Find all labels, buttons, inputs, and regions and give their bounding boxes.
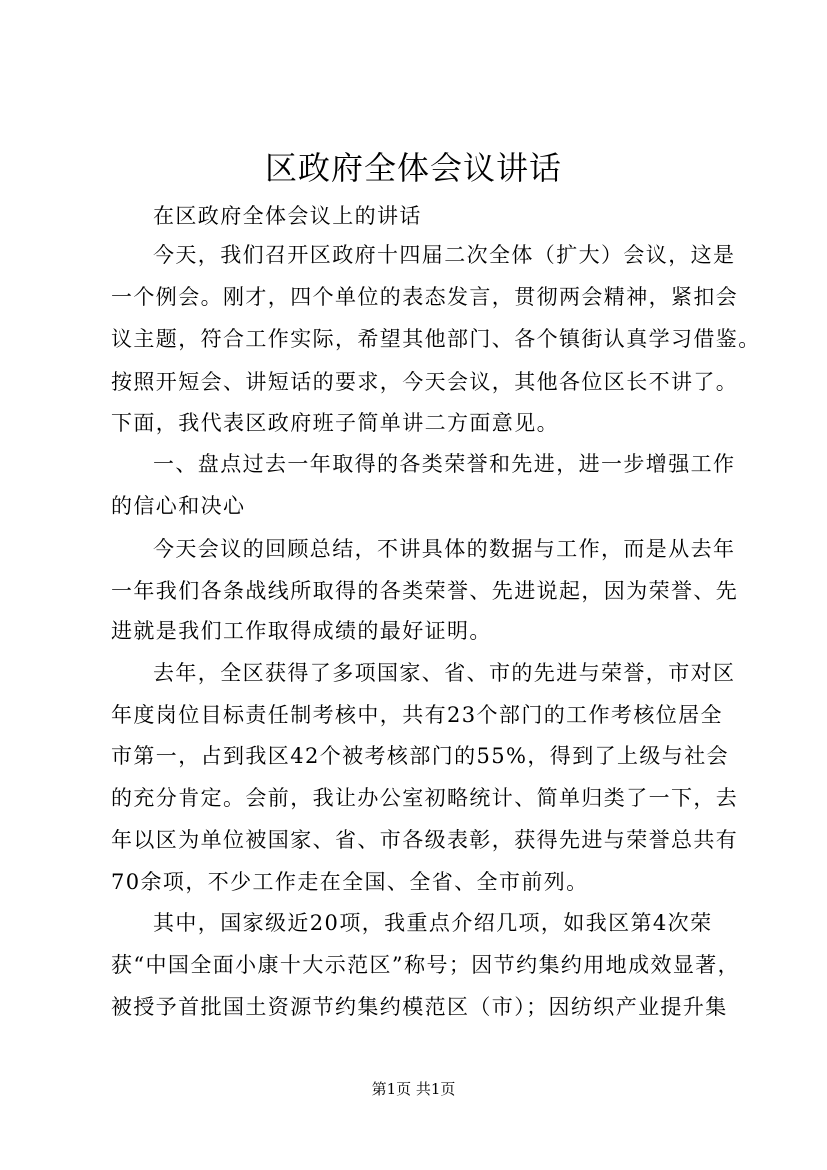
document-title: 区政府全体会议讲话 xyxy=(264,149,562,187)
paragraph-line: 议主题，符合工作实际，希望其他部门、各个镇街认真学习借鉴。 xyxy=(111,327,761,351)
paragraph-line: 按照开短会、讲短话的要求，今天会议，其他各位区长不讲了。 xyxy=(111,370,739,394)
section-heading-line: 的信心和决心 xyxy=(111,494,246,518)
paragraph-line: 今天会议的回顾总结，不讲具体的数据与工作，而是从去年 xyxy=(153,537,736,561)
paragraph-line: 其中，国家级近20项，我重点介绍几项，如我区第4次荣 xyxy=(153,911,713,935)
paragraph-line: 被授予首批国土资源节约集约模范区（市）；因纺织产业提升集 xyxy=(111,995,728,1019)
paragraph-line: 市第一，占到我区42个被考核部门的55%，得到了上级与社会 xyxy=(111,744,729,768)
paragraph-line: 年以区为单位被国家、省、市各级表彰，获得先进与荣誉总共有 xyxy=(111,828,739,852)
document-subtitle: 在区政府全体会议上的讲话 xyxy=(153,204,422,228)
paragraph-line: 去年，全区获得了多项国家、省、市的先进与荣誉，市对区 xyxy=(153,661,736,685)
paragraph-line: 今天，我们召开区政府十四届二次全体（扩大）会议，这是 xyxy=(153,243,736,267)
paragraph-line: 一年我们各条战线所取得的各类荣誉、先进说起，因为荣誉、先 xyxy=(111,579,739,603)
paragraph-line: 70余项，不少工作走在全国、全省、全市前列。 xyxy=(111,870,589,894)
page-number: 第1页 共1页 xyxy=(371,1080,456,1098)
paragraph-line: 进就是我们工作取得成绩的最好证明。 xyxy=(111,619,492,643)
paragraph-line: 年度岗位目标责任制考核中，共有23个部门的工作考核位居全 xyxy=(111,703,723,727)
paragraph-line: 下面，我代表区政府班子简单讲二方面意见。 xyxy=(111,411,559,435)
paragraph-line: 的充分肯定。会前，我让办公室初略统计、简单归类了一下，去 xyxy=(111,786,739,810)
paragraph-line: 获“中国全面小康十大示范区”称号；因节约集约用地成效显著， xyxy=(111,953,741,977)
paragraph-line: 一个例会。刚才，四个单位的表态发言，贯彻两会精神，紧扣会 xyxy=(111,285,739,309)
section-heading-line: 一、盘点过去一年取得的各类荣誉和先进，进一步增强工作 xyxy=(153,452,736,476)
